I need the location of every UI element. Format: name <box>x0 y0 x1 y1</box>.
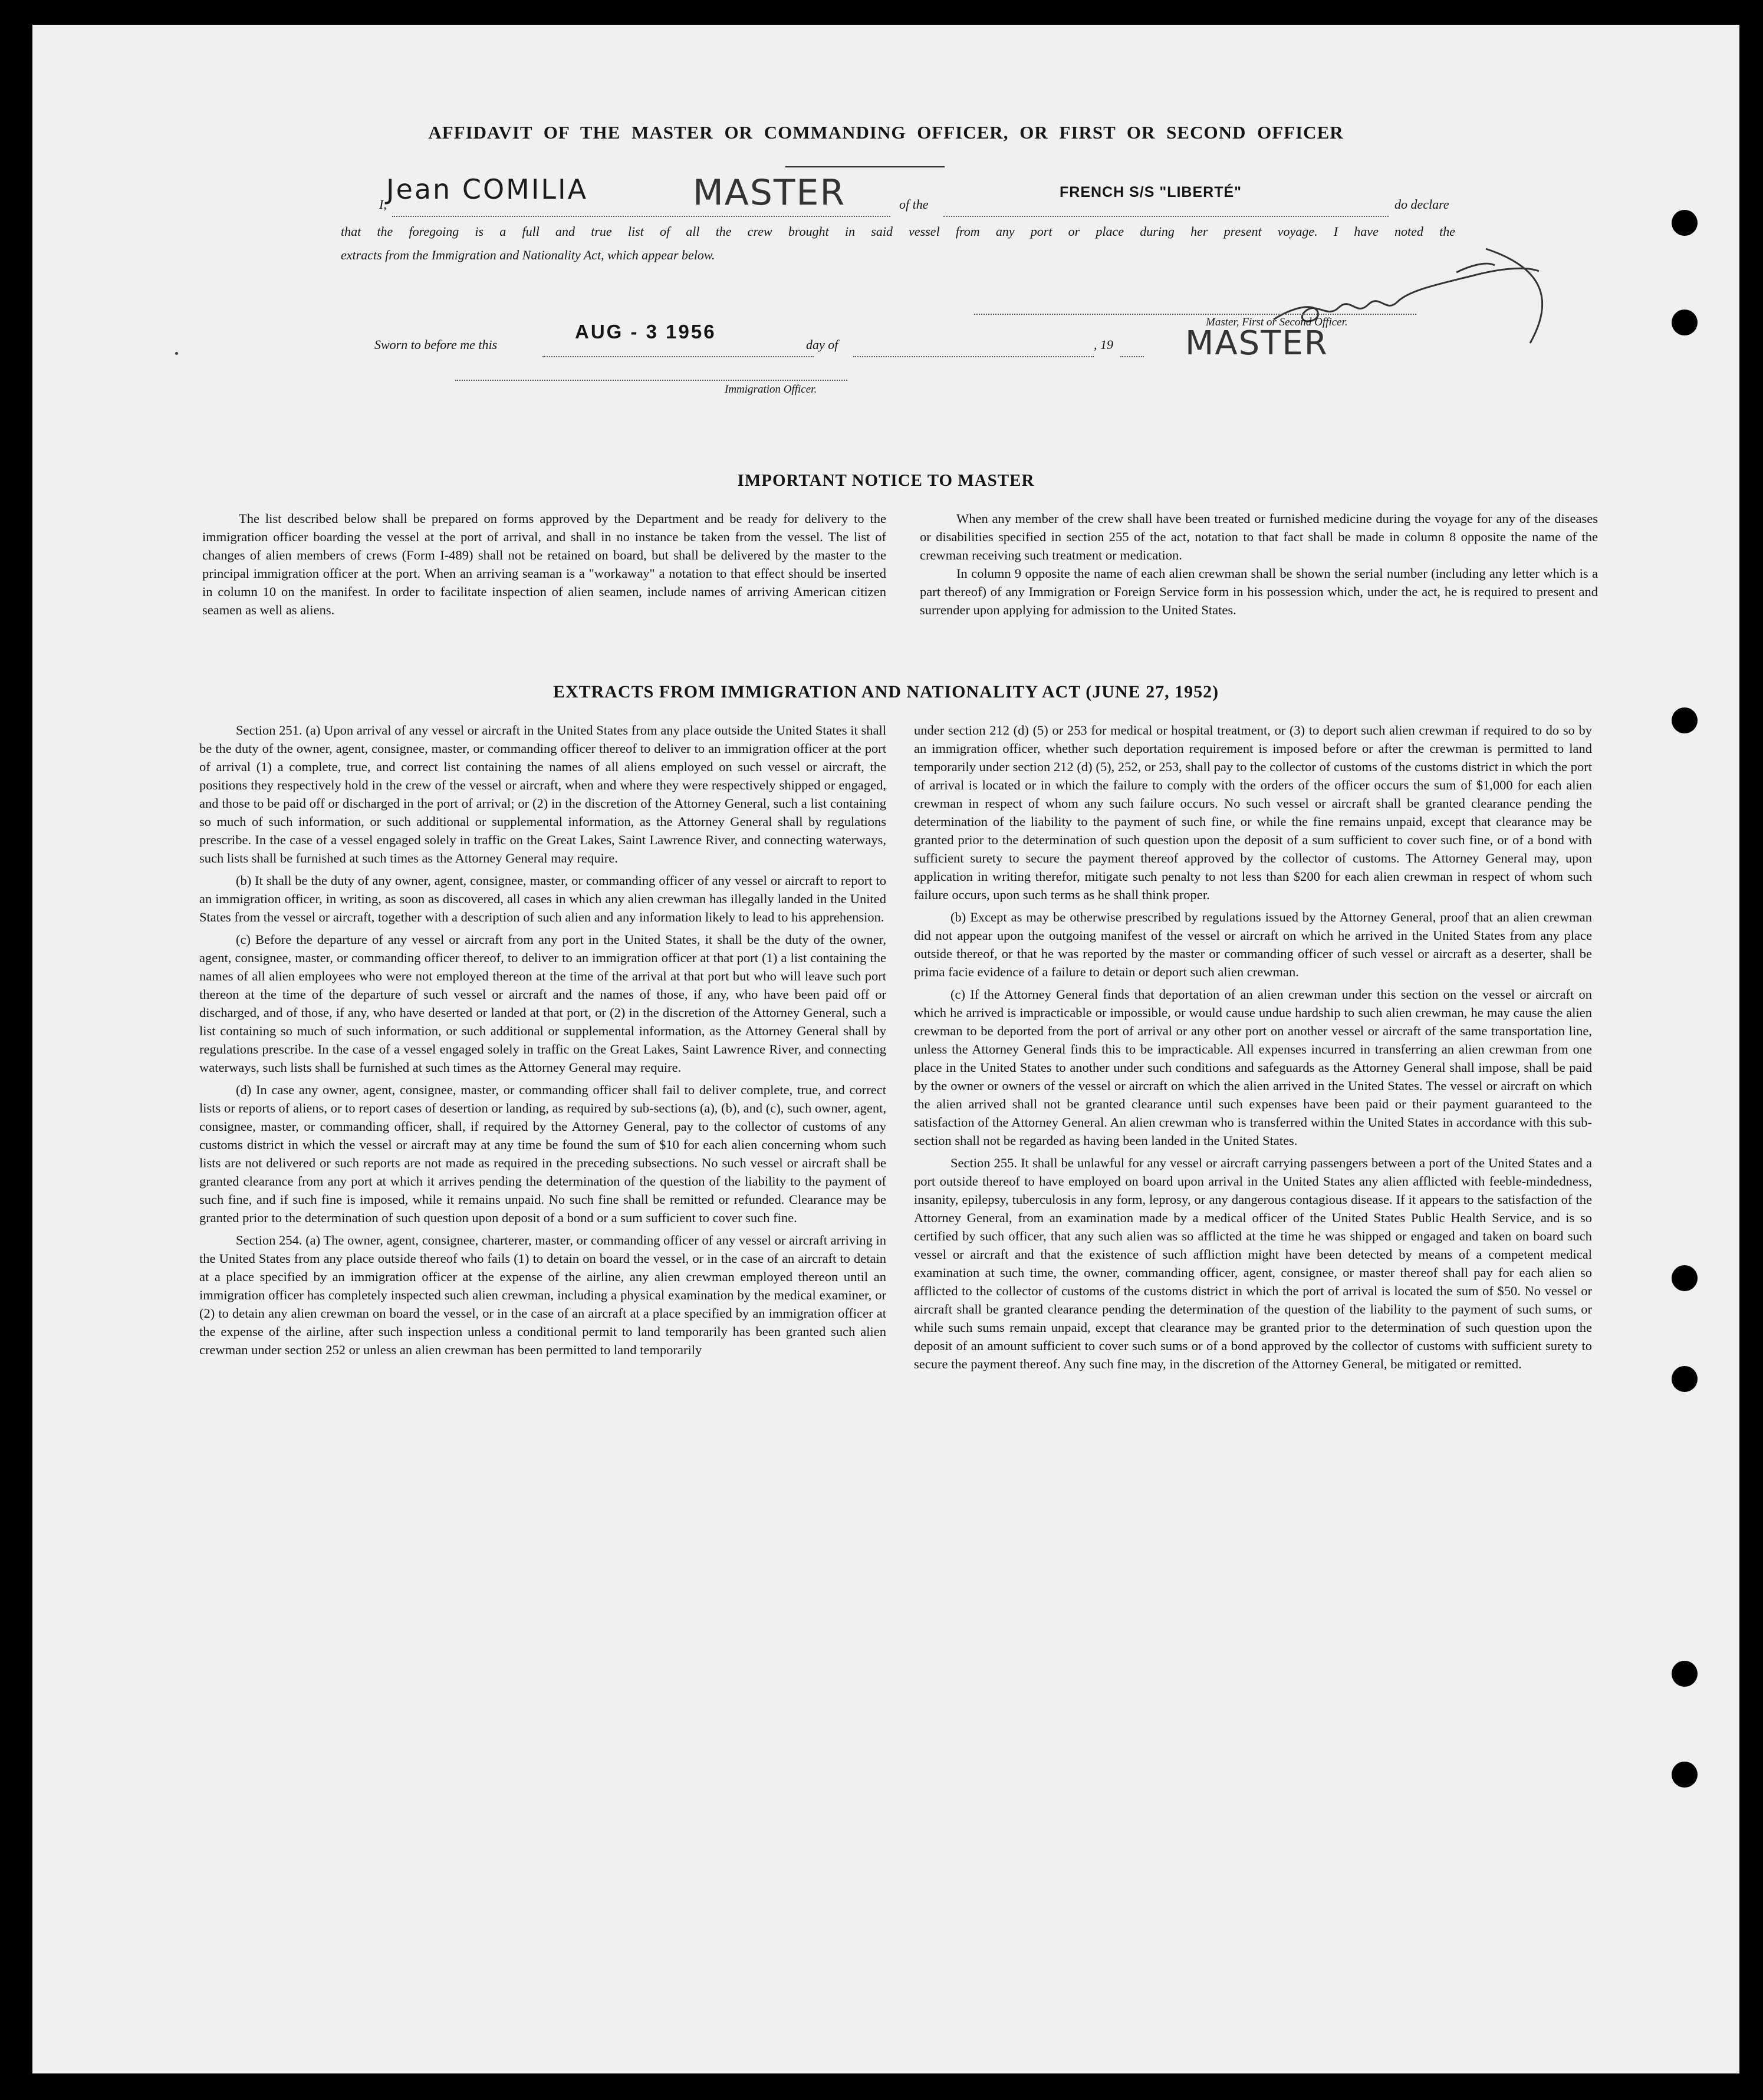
sworn-date-stamp: AUG - 3 1956 <box>575 321 716 343</box>
notice-left-paragraph: The list described below shall be prepared on forms approved by the Department and be ready for delivery to the immigration officer boarding the vessel at the port of arrival, and shall in no instance be taken from the vessel. The list of changes of alien members of crews (Form I-489) shall not be retained on board, but shall be delivered by the master to the principal immigration officer at the port. When an arriving seaman is a "workaway" a notation to that effect should be inserted in column 10 on the manifest. In order to facilitate inspection of alien seamen, include names of arriving American citizen seamen as well as aliens. <box>202 511 886 617</box>
notice-right-paragraph: When any member of the crew shall have been treated or furnished medicine during the voyage for any of the diseases or disabilities specified in section 255 of the act, notation to that fact shall be made in column 8 opposite the name of the crewman receiving such treatment or medication. <box>920 511 1598 562</box>
binder-hole <box>1672 707 1698 733</box>
master-name: Jean COMILIA <box>386 173 588 205</box>
signature-line <box>974 314 1416 315</box>
extracts-right-column <box>914 721 1592 1377</box>
section-251b: (b) It shall be the duty of any owner, agent, consignee, master, or commanding officer of any vessel or aircraft to report to an immigration officer, in writing, as soon as discovered, all cases in which any alien crewman has illegally landed in the United States from the vessel or aircraft, together with a description of such alien and any information likely to lead to his apprehension. <box>199 873 886 924</box>
notice-right-column <box>920 509 1598 619</box>
signature-label: Master, First or Second Officer. <box>1206 316 1348 328</box>
vessel-name: FRENCH S/S "LIBERTÉ" <box>1060 184 1242 200</box>
affidavit-title: AFFIDAVIT OF THE MASTER OR COMMANDING OFFICER, OR FIRST OR SECOND OFFICER <box>428 122 1344 143</box>
month-fill-line <box>853 336 1094 357</box>
signature-stamp: MASTER <box>1185 324 1328 363</box>
binder-hole <box>1672 1661 1698 1687</box>
year-prefix-label: , 19 <box>1094 337 1113 352</box>
section-251d: (d) In case any owner, agent, consignee, master, or commanding officer shall fail to deliver complete, true, and correct lists or reports of aliens, or to report cases of desertion or landing, as required by sub-sections (a), (b), and (c), such owner, agent, consignee, master, or commanding officer, shall, if required by the Attorney General, pay to the collector of customs of any customs district in which the vessel or aircraft may at any time be found the sum of $10 for each alien concerning whom such lists are not delivered or such reports are not made as required in the preceding subsections. No such vessel or aircraft shall be granted clearance from any port at which it arrives pending the determination of the question of the liability to the payment of such fine, and if such fine is imposed, while it remains unpaid. No such fine shall be remitted or refunded. Clearance may be granted prior to the determination of such question upon deposit of a bond or a sum sufficient to cover such fine. <box>199 1082 886 1225</box>
document-page <box>32 25 1739 2073</box>
rank-stamp: MASTER <box>693 172 846 213</box>
officer-label: Immigration Officer. <box>725 383 817 396</box>
binder-hole <box>1672 1265 1698 1291</box>
section-255: Section 255. It shall be unlawful for any vessel or aircraft carrying passengers between a port of the United States and a port outside thereof to have employed on board upon arrival in the United States any alien afflicted with feeble-mindedness, insanity, epilepsy, tuberculosis in any form, leprosy, or any dangerous contagious disease. If it appears to the satisfaction of the Attorney General, from an examination made by a medical officer of the United States Public Health Service, and is so certified by such officer, that any such alien was so afflicted at the time he was shipped or engaged and taken on board such vessel or aircraft and that the existence of such affliction might have been detected by means of a competent medical examination at such time, the owner, commanding officer, agent, consignee, or master thereof shall pay for each alien so afflicted to the collector of customs of the customs district in which the port of arrival is located the sum of $50. No vessel or aircraft shall be granted clearance pending the determination of the question of the liability to the payment of such sums, or while such sums remain unpaid, except that clearance may be granted prior to the determination of such question upon the deposit of an amount sufficient to cover such sums or of a bond approved by the collector of customs with sufficient surety to secure the payment thereof. Any such fine may, in the discretion of the Attorney General, be mitigated or remitted. <box>914 1156 1592 1371</box>
extracts-left-column <box>199 721 886 1363</box>
statement-line-1: that the foregoing is a full and true list of all the crew brought in said vessel from any port or place during her present voyage. I have noted the <box>341 224 1455 239</box>
do-declare-label: do declare <box>1394 197 1449 212</box>
title-divider <box>785 166 945 167</box>
notice-title: IMPORTANT NOTICE TO MASTER <box>737 471 1035 490</box>
of-the-label: of the <box>899 197 929 212</box>
speck <box>175 352 178 355</box>
notice-right-paragraph: In column 9 opposite the name of each alien crewman shall be shown the serial number (including any letter which is a part thereof) of any Immigration or Foreign Service form in his possession which, under the act, he is required to present and surrender upon applying for admission to the United States. <box>920 566 1598 617</box>
officer-line <box>455 380 847 381</box>
section-254a-continued: under section 212 (d) (5) or 253 for medical or hospital treatment, or (3) to deport such alien crewman if required to do so by an immigration officer, whether such deportation requirement is imposed before or after the crewman is permitted to land temporarily under section 212 (d) (5), 252, or 253, shall pay to the collector of customs of the customs district in which the port of arrival is located or in which the failure to comply with the orders of the officer occurs the sum of $1,000 for each alien crewman in respect of whom any such failure occurs. No such vessel or aircraft shall be granted clearance pending the determination of the liability to the payment of such fine, or while the fine remains unpaid, except that clearance may be granted prior to the determination of such question upon the deposit of a sum sufficient to cover such fine, or of a bond with sufficient surety to secure the payment thereof approved by the collector of customs. The Attorney General may, upon application in writing therefor, mitigate such penalty to not less than $200 for each alien crewman in respect of whom such failure occurs, upon such terms as he shall think proper. <box>914 723 1592 902</box>
binder-hole <box>1672 1366 1698 1392</box>
affidavit-prefix: I, <box>379 197 387 212</box>
notice-left-column <box>202 509 886 619</box>
section-254a: Section 254. (a) The owner, agent, consignee, charterer, master, or commanding officer of any vessel or aircraft arriving in the United States from any place outside thereof who fails (1) to detain on board the vessel, or in the case of an aircraft to detain at a place specified by an immigration officer at the expense of the airline, any alien crewman employed thereon until an immigration officer has completely inspected such alien crewman, including a physical examination by the medical examiner, or (2) to detain any alien crewman on board the vessel, or in the case of an aircraft at a place specified by an immigration officer at the expense of the airline, after such inspection unless a conditional permit to land temporarily has been granted such alien crewman under section 252 or unless an alien crewman has been permitted to land temporarily <box>199 1233 886 1357</box>
section-254b: (b) Except as may be otherwise prescribed by regulations issued by the Attorney General, proof that an alien crewman did not appear upon the outgoing manifest of the vessel or aircraft on which he arrived in the United States from any place outside thereof, or that he was reported by the master or commanding officer of such vessel or aircraft as a deserter, shall be prima facie evidence of a failure to detain or deport such alien crewman. <box>914 910 1592 979</box>
year-fill-line <box>1120 336 1144 357</box>
binder-hole <box>1672 1762 1698 1788</box>
extracts-title: EXTRACTS FROM IMMIGRATION AND NATIONALITY ACT (JUNE 27, 1952) <box>552 682 1219 702</box>
sworn-label: Sworn to before me this <box>374 337 498 352</box>
day-of-label: day of <box>806 337 838 352</box>
section-251c: (c) Before the departure of any vessel or aircraft from any port in the United States, it shall be the duty of the owner, agent, consignee, master, or commanding officer thereof, to deliver to an immigration officer at that port (1) a list containing the names of all alien employees who were not employed thereon at the time of the arrival at that port but who will leave such port thereon at the time of the departure of such vessel or aircraft and the names of those, if any, who have been paid off or discharged, and of those, if any, who have deserted or landed at that port, or (2) in the discretion of the Attorney General, such a list containing so much of such information, or such additional or supplemental information, as the Attorney General shall by regulations prescribe. In the case of a vessel engaged solely in traffic on the Great Lakes, Saint Lawrence River, and connecting waterways, such lists shall be furnished at such times as the Attorney General may require. <box>199 932 886 1075</box>
binder-hole <box>1672 310 1698 335</box>
statement-line-2: extracts from the Immigration and Nationality Act, which appear below. <box>341 248 715 262</box>
binder-hole <box>1672 210 1698 236</box>
section-254c: (c) If the Attorney General finds that deportation of an alien crewman under this section on the vessel or aircraft on which he arrived is impracticable or impossible, or would cause undue hardship to such alien crewman, he may cause the alien crewman to be deported from the port of arrival or any other port on another vessel or aircraft of the same transportation line, unless the Attorney General finds this to be impracticable. All expenses incurred in transferring an alien crewman from one place in the United States to another under such conditions and safeguards as the Attorney General shall impose, shall be paid by the owner or owners of the vessel or aircraft on which the alien arrived in the United States. The vessel or aircraft on which the alien arrived shall not be granted clearance until such expenses have been paid or their payment guaranteed to the satisfaction of the Attorney General. An alien crewman who is transferred within the United States in accordance with this sub-section shall not be regarded as having been landed in the United States. <box>914 987 1592 1148</box>
section-251a: Section 251. (a) Upon arrival of any vessel or aircraft in the United States from any place outside the United States it shall be the duty of the owner, agent, consignee, master, or commanding officer thereof to deliver to an immigration officer at the port of arrival (1) a complete, true, and correct list containing the names of all aliens employed on such vessel or aircraft, the positions they respectively hold in the crew of the vessel or aircraft, when and where they were respectively shipped or engaged, and those to be paid off or discharged in the port of arrival; or (2) in the discretion of the Attorney General, such a list containing so much of such information, or such additional or supplemental information, as the Attorney General shall by regulations prescribe. In the case of a vessel engaged solely in traffic on the Great Lakes, Saint Lawrence River, and connecting waterways, such lists shall be furnished at such times as the Attorney General may require. <box>199 723 886 865</box>
